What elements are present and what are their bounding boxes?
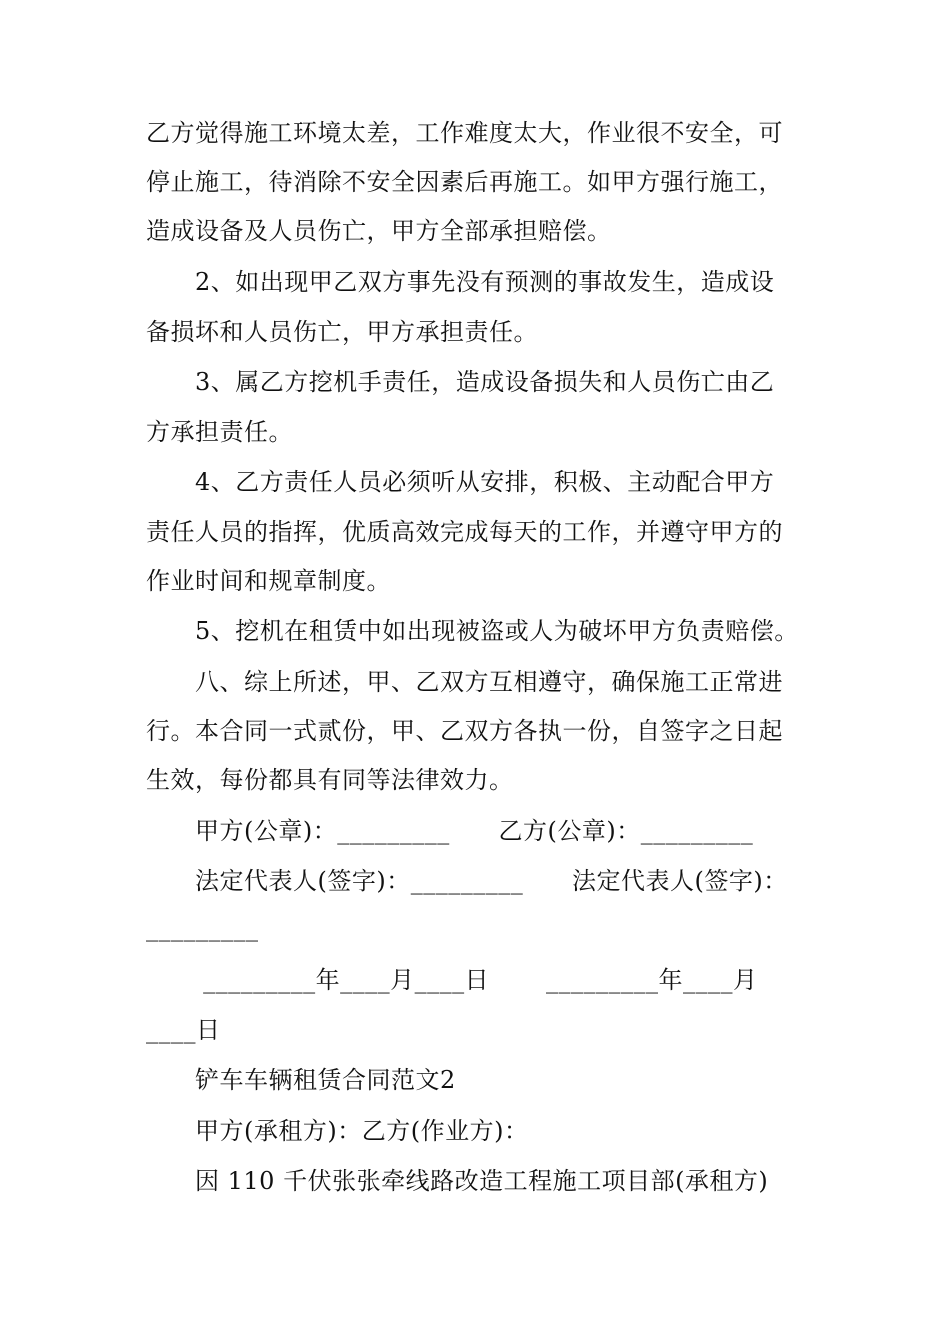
paragraph-line: 行。本合同一式贰份，甲、乙双方各执一份，自签字之日起 — [146, 717, 783, 745]
clause-2-line: 2、如出现甲乙双方事先没有预测的事故发生，造成设 — [195, 268, 775, 296]
party-seal-line: 甲方(公章)：_________ 乙方(公章)：_________ — [195, 817, 754, 845]
legal-rep-signature-line: 法定代表人(签字)：_________ 法定代表人(签字)： — [195, 867, 788, 895]
date-line-continued: ____日 — [146, 1016, 221, 1044]
paragraph-line: 生效，每份都具有同等法律效力。 — [146, 766, 514, 794]
paragraph-line: 备损坏和人员伤亡，甲方承担责任。 — [146, 318, 538, 346]
parties-line: 甲方(承租方)：乙方(作业方)： — [195, 1117, 529, 1145]
signature-blank: _________ — [146, 914, 259, 942]
paragraph-line: 作业时间和规章制度。 — [146, 567, 391, 595]
section-8-line: 八、综上所述，甲、乙双方互相遵守，确保施工正常进 — [195, 668, 783, 696]
clause-5-line: 5、挖机在租赁中如出现被盗或人为破坏甲方负责赔偿。 — [195, 617, 799, 645]
paragraph-line: 造成设备及人员伤亡，甲方全部承担赔偿。 — [146, 217, 612, 245]
paragraph-line: 乙方觉得施工环境太差，工作难度太大，作业很不安全，可 — [146, 119, 783, 147]
document-heading: 铲车车辆租赁合同范文2 — [195, 1066, 456, 1094]
paragraph-line: 责任人员的指挥，优质高效完成每天的工作，并遵守甲方的 — [146, 518, 783, 546]
paragraph-line: 停止施工，待消除不安全因素后再施工。如甲方强行施工， — [146, 168, 783, 196]
clause-4-line: 4、乙方责任人员必须听从安排，积极、主动配合甲方 — [195, 468, 775, 496]
paragraph-line: 方承担责任。 — [146, 418, 293, 446]
date-line: _________年____月____日 _________年____月 — [195, 966, 758, 994]
paragraph-line: 因 110 千伏张张牵线路改造工程施工项目部(承租方) — [195, 1167, 769, 1195]
clause-3-line: 3、属乙方挖机手责任，造成设备损失和人员伤亡由乙 — [195, 368, 775, 396]
